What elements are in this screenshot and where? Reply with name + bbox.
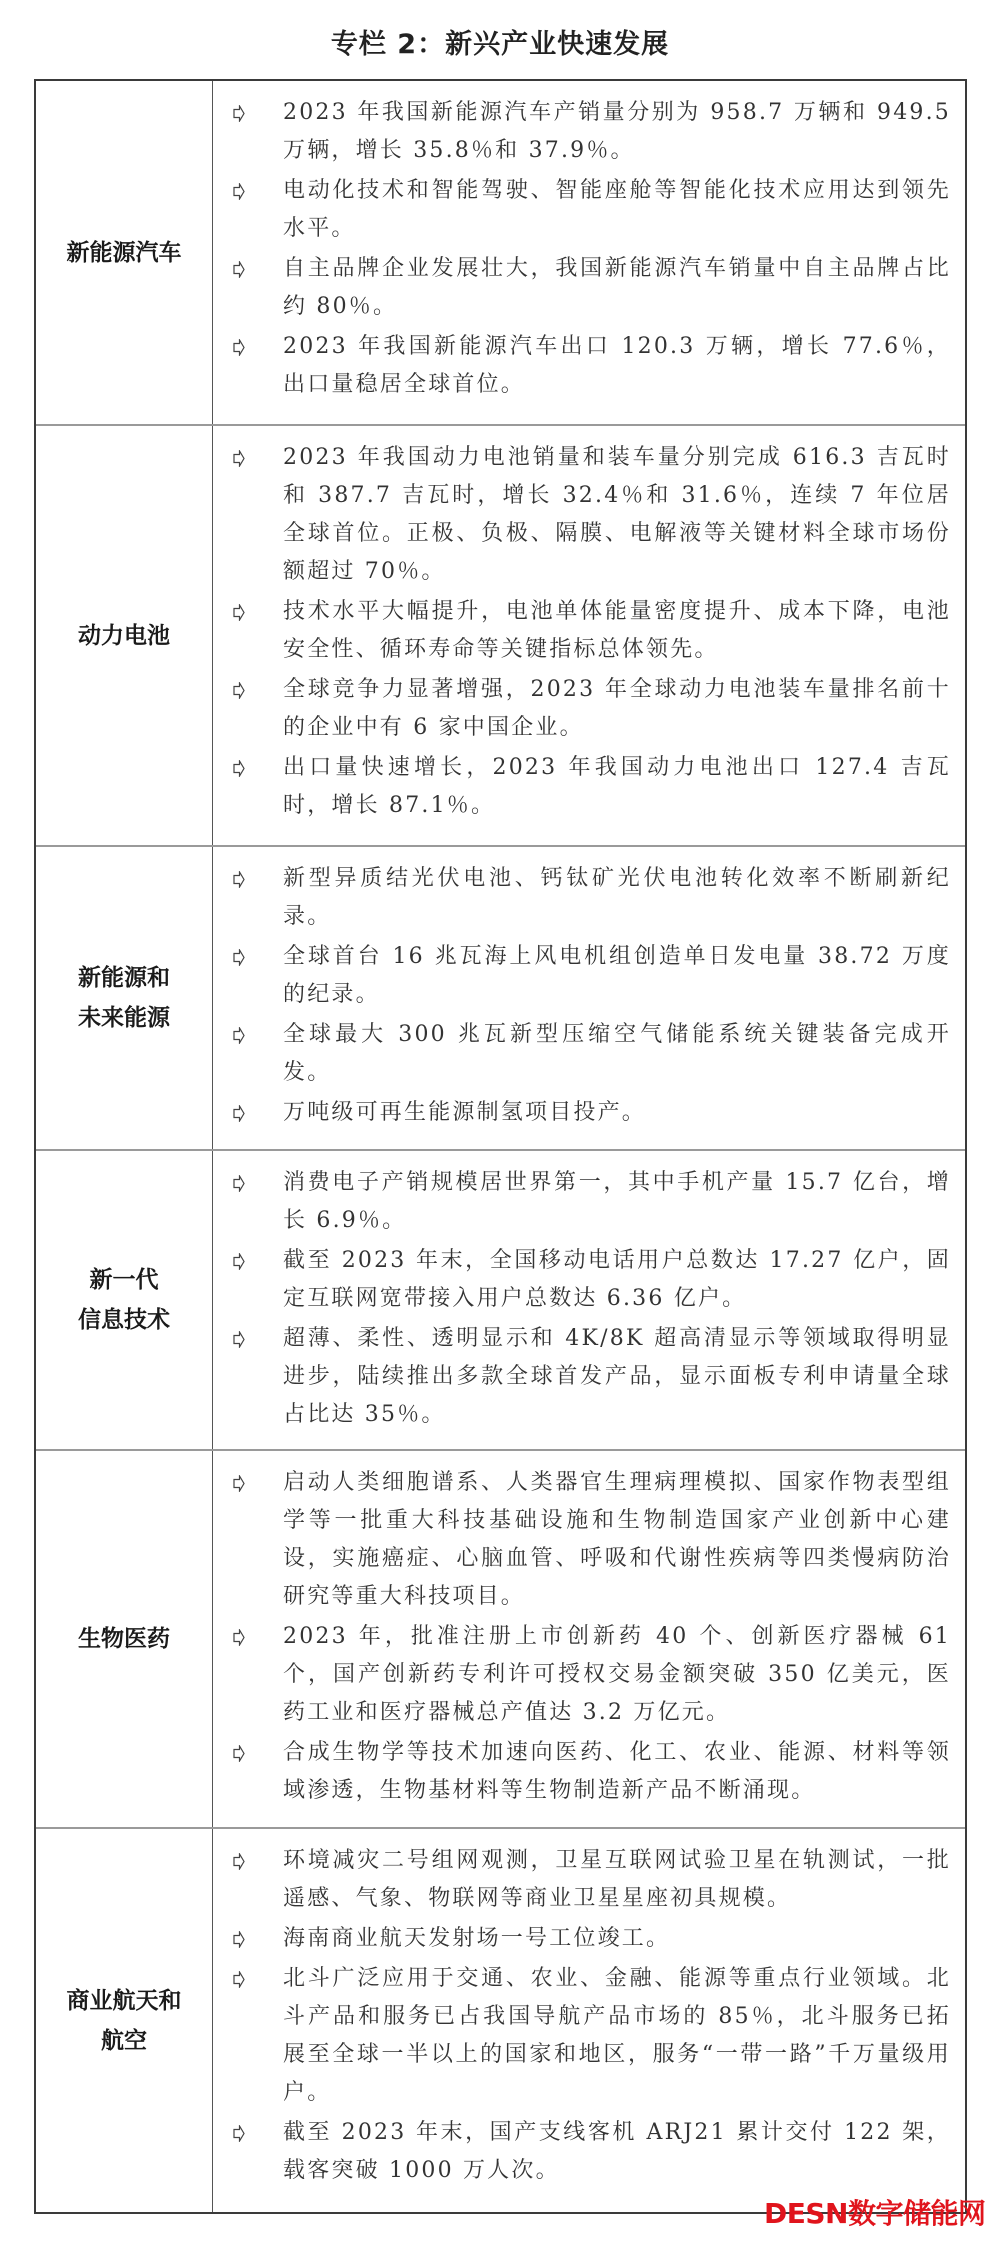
list-item-text: 全球竞争力显著增强，2023 年全球动力电池装车量排名前十的企业中有 6 家中国企业。 bbox=[283, 677, 951, 740]
row-label bbox=[36, 847, 213, 1149]
hollow-arrow-icon bbox=[233, 938, 283, 976]
list-item bbox=[233, 1464, 951, 1616]
list-item bbox=[233, 860, 951, 936]
table-row-power-battery bbox=[36, 424, 965, 845]
list-item-text: 截至 2023 年末，全国移动电话用户总数达 17.27 亿户，固定互联网宽带接入用户总数达 6.36 亿户。 bbox=[283, 1248, 951, 1311]
list-item-text: 2023 年我国新能源汽车产销量分别为 958.7 万辆和 949.5 万辆，增长 35.8％和 37.9％。 bbox=[283, 100, 951, 163]
row-label bbox=[36, 81, 213, 424]
list-item-text: 超薄、柔性、透明显示和 4K/8K 超高清显示等领域取得明显进步，陆续推出多款全球首发产品，显示面板专利申请量全球占比达 35％。 bbox=[283, 1326, 951, 1427]
list-item bbox=[233, 250, 951, 326]
row-label-line: 新一代 bbox=[89, 1267, 159, 1293]
list-item bbox=[233, 328, 951, 404]
hollow-arrow-icon bbox=[233, 2114, 283, 2152]
row-label-text: 动力电池 bbox=[78, 622, 170, 649]
list-item-text: 截至 2023 年末，国产支线客机 ARJ21 累计交付 122 架，载客突破 1000 万人次。 bbox=[283, 2120, 951, 2183]
hollow-arrow-icon bbox=[233, 860, 283, 898]
list-item-text: 2023 年我国新能源汽车出口 120.3 万辆，增长 77.6％，出口量稳居全球首位。 bbox=[283, 334, 951, 397]
row-label bbox=[36, 1829, 213, 2212]
row-content bbox=[213, 81, 965, 424]
list-item bbox=[233, 439, 951, 591]
hollow-arrow-icon bbox=[233, 1016, 283, 1054]
list-item-text: 电动化技术和智能驾驶、智能座舱等智能化技术应用达到领先水平。 bbox=[283, 178, 951, 241]
list-item-text: 消费电子产销规模居世界第一，其中手机产量 15.7 亿台，增长 6.9％。 bbox=[283, 1170, 951, 1233]
list-item bbox=[233, 593, 951, 669]
row-label bbox=[36, 1451, 213, 1827]
list-item bbox=[233, 1734, 951, 1810]
hollow-arrow-icon bbox=[233, 1734, 283, 1772]
hollow-arrow-icon bbox=[233, 1920, 283, 1958]
row-label-line: 未来能源 bbox=[78, 1005, 170, 1031]
hollow-arrow-icon bbox=[233, 1960, 283, 1998]
list-item-text: 新型异质结光伏电池、钙钛矿光伏电池转化效率不断刷新纪录。 bbox=[283, 866, 951, 929]
row-content bbox=[213, 1151, 965, 1449]
hollow-arrow-icon bbox=[233, 1618, 283, 1656]
list-item-text: 2023 年我国动力电池销量和装车量分别完成 616.3 吉瓦时和 387.7 吉瓦时，增长 32.4％和 31.6％，连续 7 年位居全球首位。正极、负极、隔膜、电解液等关键材料全球市场份额超过 70％。 bbox=[283, 445, 951, 584]
hollow-arrow-icon bbox=[233, 593, 283, 631]
watermark-logo: DESN数字储能网 bbox=[764, 2197, 986, 2230]
row-label bbox=[36, 1151, 213, 1449]
table-row-aerospace bbox=[36, 1827, 965, 2212]
hollow-arrow-icon bbox=[233, 1842, 283, 1880]
hollow-arrow-icon bbox=[233, 172, 283, 210]
list-item bbox=[233, 1320, 951, 1434]
hollow-arrow-icon bbox=[233, 1320, 283, 1358]
table-row-biomedicine bbox=[36, 1449, 965, 1827]
hollow-arrow-icon bbox=[233, 250, 283, 288]
list-item-text: 自主品牌企业发展壮大，我国新能源汽车销量中自主品牌占比约 80％。 bbox=[283, 256, 951, 319]
list-item bbox=[233, 1842, 951, 1918]
row-content bbox=[213, 847, 965, 1149]
hollow-arrow-icon bbox=[233, 1464, 283, 1502]
list-item bbox=[233, 938, 951, 1014]
table-row-nev bbox=[36, 81, 965, 424]
row-content bbox=[213, 426, 965, 845]
list-item bbox=[233, 1242, 951, 1318]
row-content bbox=[213, 1451, 965, 1827]
hollow-arrow-icon bbox=[233, 1094, 283, 1132]
hollow-arrow-icon bbox=[233, 328, 283, 366]
row-label-line: 航空 bbox=[101, 2027, 147, 2054]
hollow-arrow-icon bbox=[233, 671, 283, 709]
row-label-line: 商业航天和 bbox=[66, 1987, 182, 2014]
list-item-text: 海南商业航天发射场一号工位竣工。 bbox=[283, 1926, 671, 1951]
list-item bbox=[233, 1094, 951, 1132]
row-label-line: 信息技术 bbox=[78, 1307, 170, 1333]
table-row-info-tech bbox=[36, 1149, 965, 1449]
list-item bbox=[233, 2114, 951, 2190]
list-item-text: 环境减灾二号组网观测，卫星互联网试验卫星在轨测试，一批遥感、气象、物联网等商业卫星星座初具规模。 bbox=[283, 1848, 951, 1911]
list-item-text: 2023 年，批准注册上市创新药 40 个、创新医疗器械 61 个，国产创新药专利许可授权交易金额突破 350 亿美元，医药工业和医疗器械总产值达 3.2 万亿元。 bbox=[283, 1624, 951, 1725]
hollow-arrow-icon bbox=[233, 94, 283, 132]
list-item bbox=[233, 1016, 951, 1092]
list-item bbox=[233, 1920, 951, 1958]
industry-table bbox=[34, 79, 967, 2214]
page-title: 专栏 2：新兴产业快速发展 bbox=[330, 29, 670, 60]
hollow-arrow-icon bbox=[233, 749, 283, 787]
row-label bbox=[36, 426, 213, 845]
hollow-arrow-icon bbox=[233, 439, 283, 477]
list-item bbox=[233, 671, 951, 747]
list-item bbox=[233, 172, 951, 248]
list-item-text: 全球最大 300 兆瓦新型压缩空气储能系统关键装备完成开发。 bbox=[283, 1022, 951, 1085]
row-content bbox=[213, 1829, 965, 2212]
row-label-line: 新能源和 bbox=[78, 965, 170, 991]
list-item bbox=[233, 94, 951, 170]
row-label-text: 新能源汽车 bbox=[66, 239, 182, 266]
list-item bbox=[233, 749, 951, 825]
list-item-text: 万吨级可再生能源制氢项目投产。 bbox=[283, 1100, 647, 1125]
table-row-new-energy bbox=[36, 845, 965, 1149]
list-item bbox=[233, 1618, 951, 1732]
list-item bbox=[233, 1960, 951, 2112]
list-item-text: 北斗广泛应用于交通、农业、金融、能源等重点行业领域。北斗产品和服务已占我国导航产品市场的 85％，北斗服务已拓展至全球一半以上的国家和地区，服务“一带一路”千万量级用户。 bbox=[283, 1966, 951, 2105]
list-item-text: 出口量快速增长，2023 年我国动力电池出口 127.4 吉瓦时，增长 87.1％。 bbox=[283, 755, 951, 818]
list-item-text: 启动人类细胞谱系、人类器官生理病理模拟、国家作物表型组学等一批重大科技基础设施和生物制造国家产业创新中心建设，实施癌症、心脑血管、呼吸和代谢性疾病等四类慢病防治研究等重大科技项目。 bbox=[283, 1470, 951, 1609]
row-label-text: 生物医药 bbox=[78, 1626, 170, 1652]
hollow-arrow-icon bbox=[233, 1242, 283, 1280]
list-item-text: 全球首台 16 兆瓦海上风电机组创造单日发电量 38.72 万度的纪录。 bbox=[283, 944, 951, 1007]
list-item-text: 合成生物学等技术加速向医药、化工、农业、能源、材料等领域渗透，生物基材料等生物制造新产品不断涌现。 bbox=[283, 1740, 951, 1803]
hollow-arrow-icon bbox=[233, 1164, 283, 1202]
list-item bbox=[233, 1164, 951, 1240]
list-item-text: 技术水平大幅提升，电池单体能量密度提升、成本下降，电池安全性、循环寿命等关键指标总体领先。 bbox=[283, 599, 951, 662]
